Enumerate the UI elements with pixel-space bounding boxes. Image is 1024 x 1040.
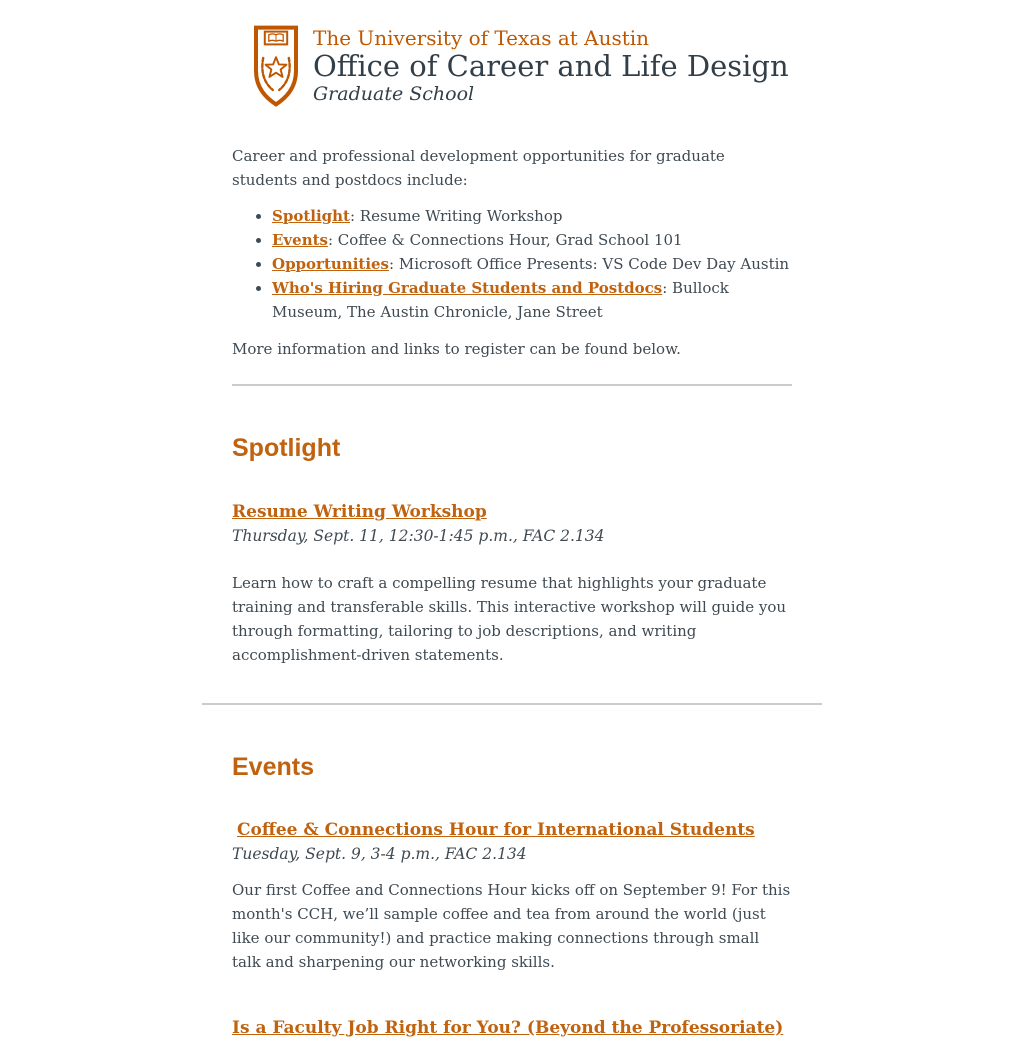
ut-logo-link[interactable]: [252, 24, 792, 112]
events-section-heading: Events: [232, 753, 314, 781]
event-title-resume-workshop: [232, 500, 792, 524]
events-anchor-link[interactable]: Events: [272, 231, 328, 249]
event-datetime-coffee-connections: Tuesday, Sept. 9, 3-4 p.m., FAC 2.134: [232, 845, 527, 863]
whos-hiring-item-text: : Bullock Museum, The Austin Chronicle, Jane Street: [272, 279, 729, 321]
event-title-coffee-connections: [232, 818, 792, 842]
whos-hiring-anchor-link[interactable]: Who's Hiring Graduate Students and Postdocs: [272, 279, 663, 297]
opportunities-anchor-link[interactable]: Opportunities: [272, 255, 390, 273]
event-description-coffee-connections: Our first Coffee and Connections Hour kicks off on September 9! For this month's CCH, we’ll sample coffee and tea from around the world (just like our community!) and practice making connections through small talk and sharpening our networking skills.: [232, 881, 791, 971]
list-item-whos-hiring: [272, 276, 792, 324]
coffee-connections-link[interactable]: Coffee & Connections Hour for International Students: [237, 820, 755, 840]
resume-workshop-link[interactable]: Resume Writing Workshop: [232, 502, 487, 522]
spotlight-item-text: : Resume Writing Workshop: [349, 207, 563, 225]
section-divider: [232, 384, 792, 386]
brand-text: [313, 24, 789, 106]
opportunities-item-text: : Microsoft Office Presents: VS Code Dev Day Austin: [389, 255, 790, 273]
events-item-text: : Coffee & Connections Hour, Grad School 101: [327, 231, 683, 249]
event-datetime-resume-workshop: Thursday, Sept. 11, 12:30-1:45 p.m., FAC 2.134: [232, 527, 605, 545]
brand-university: The University of Texas at Austin: [313, 26, 650, 50]
event-description-resume-workshop: Learn how to craft a compelling resume that highlights your graduate training and transferable skills. This interactive workshop will guide you through formatting, tailoring to job descriptions, and writing accomplishment-driven statements.: [232, 574, 787, 664]
intro-paragraph: Career and professional development opportunities for graduate students and postdocs include:: [232, 147, 725, 189]
list-item-events: [272, 228, 792, 252]
spotlight-anchor-link[interactable]: Spotlight: [272, 207, 350, 225]
spotlight-section-heading: Spotlight: [232, 434, 341, 462]
list-item-opportunities: [272, 252, 792, 276]
brand-office-title: Office of Career and Life Design: [313, 49, 789, 83]
brand-school: Graduate School: [313, 83, 475, 105]
email-body: [232, 0, 792, 1040]
faculty-job-link[interactable]: Is a Faculty Job Right for You? (Beyond the Professoriate): [232, 1018, 784, 1038]
ut-shield-icon: [252, 24, 300, 112]
list-item-spotlight: [272, 204, 792, 228]
topic-list: [232, 204, 792, 324]
event-title-faculty-job: [232, 1016, 792, 1040]
section-divider-wide: [202, 703, 822, 705]
more-info-text: More information and links to register can be found below.: [232, 340, 681, 358]
